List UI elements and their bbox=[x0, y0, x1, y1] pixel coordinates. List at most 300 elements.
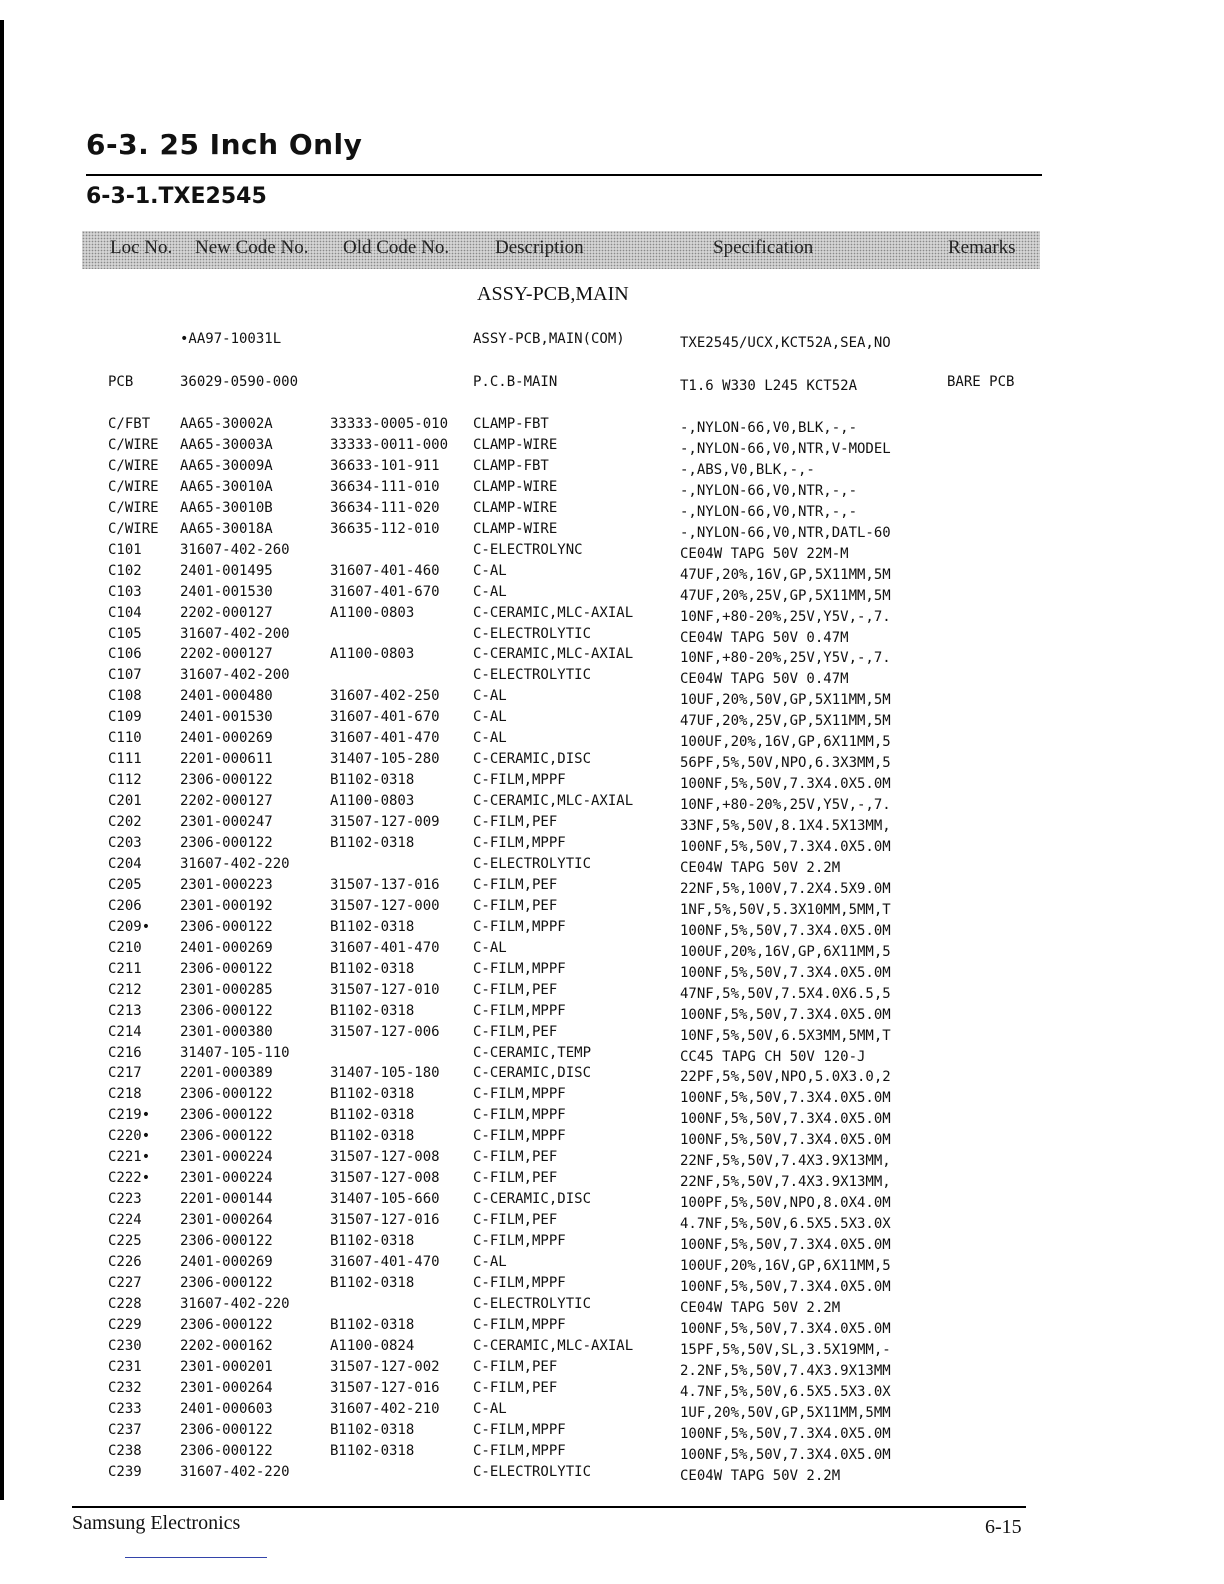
loc-cell: C223 bbox=[108, 1191, 142, 1208]
loc-cell: C/WIRE bbox=[108, 520, 159, 537]
specification-cell: -,NYLON-66,V0,NTR,-,- bbox=[680, 482, 858, 499]
table-row bbox=[0, 582, 1224, 602]
old-code-cell: B1102-0318 bbox=[330, 772, 415, 789]
old-code-cell: 31507-137-016 bbox=[330, 876, 440, 893]
specification-cell: 33NF,5%,50V,8.1X4.5X13MM, bbox=[680, 818, 891, 835]
description-cell: C-ELECTROLYTIC bbox=[473, 625, 592, 642]
description-cell: C-FILM,MPPF bbox=[473, 1086, 566, 1103]
specification-cell: 22NF,5%,100V,7.2X4.5X9.0M bbox=[680, 880, 891, 897]
description-cell: P.C.B-MAIN bbox=[473, 374, 558, 390]
old-code-cell: 36635-112-010 bbox=[330, 520, 440, 537]
old-code-cell: 36634-111-020 bbox=[330, 499, 440, 516]
new-code-cell: 2301-000285 bbox=[180, 981, 273, 998]
table-row bbox=[0, 1294, 1224, 1314]
specification-cell: 100NF,5%,50V,7.3X4.0X5.0M bbox=[680, 922, 891, 939]
new-code-cell: 2201-000389 bbox=[180, 1065, 273, 1082]
loc-cell: C108 bbox=[108, 688, 142, 705]
loc-cell: C111 bbox=[108, 751, 142, 768]
loc-cell: C/WIRE bbox=[108, 436, 159, 453]
description-cell: C-FILM,MPPF bbox=[473, 1107, 566, 1124]
loc-cell: C201 bbox=[108, 793, 142, 810]
new-code-cell: 2306-000122 bbox=[180, 1316, 273, 1333]
specification-cell: 10NF,5%,50V,6.5X3MM,5MM,T bbox=[680, 1027, 891, 1044]
description-cell: C-CERAMIC,DISC bbox=[473, 1191, 592, 1208]
new-code-cell: 2306-000122 bbox=[180, 1107, 273, 1124]
new-code-cell: 2306-000122 bbox=[180, 918, 273, 935]
table-row bbox=[0, 854, 1224, 874]
description-cell: C-FILM,PEF bbox=[473, 1358, 558, 1375]
table-row bbox=[0, 1001, 1224, 1021]
specification-cell: 100NF,5%,50V,7.3X4.0X5.0M bbox=[680, 1132, 891, 1149]
table-row bbox=[0, 1022, 1224, 1042]
specification-cell: 22NF,5%,50V,7.4X3.9X13MM, bbox=[680, 1174, 891, 1191]
description-cell: C-FILM,PEF bbox=[473, 814, 558, 831]
description-cell: C-AL bbox=[473, 1254, 507, 1270]
old-code-cell: 31607-401-470 bbox=[330, 939, 440, 956]
specification-cell: 10UF,20%,50V,GP,5X11MM,5M bbox=[680, 692, 891, 709]
new-code-cell: AA65-30002A bbox=[180, 416, 273, 432]
old-code-cell: B1102-0318 bbox=[330, 1002, 415, 1019]
description-cell: C-CERAMIC,TEMP bbox=[473, 1044, 592, 1061]
new-code-cell: 2306-000122 bbox=[180, 1442, 273, 1459]
description-cell: C-ELECTROLYTIC bbox=[473, 1295, 592, 1312]
new-code-cell: 2202-000127 bbox=[180, 793, 273, 810]
new-code-cell: 31607-402-200 bbox=[180, 667, 290, 684]
description-cell: C-FILM,PEF bbox=[473, 981, 558, 998]
loc-cell: C/WIRE bbox=[108, 499, 159, 516]
old-code-cell: B1102-0318 bbox=[330, 1086, 415, 1103]
table-row bbox=[0, 519, 1224, 539]
loc-cell: C206 bbox=[108, 897, 142, 914]
specification-cell: 4.7NF,5%,50V,6.5X5.5X3.0X bbox=[680, 1216, 891, 1233]
description-cell: C-FILM,MPPF bbox=[473, 1316, 566, 1333]
specification-cell: -,NYLON-66,V0,BLK,-,- bbox=[680, 420, 858, 436]
specification-cell: 47UF,20%,25V,GP,5X11MM,5M bbox=[680, 713, 891, 730]
specification-cell: 100PF,5%,50V,NPO,8.0X4.0M bbox=[680, 1195, 891, 1212]
loc-cell: C214 bbox=[108, 1023, 142, 1040]
specification-cell: 10NF,+80-20%,25V,Y5V,-,7. bbox=[680, 797, 891, 814]
new-code-cell: 2201-000144 bbox=[180, 1191, 273, 1208]
specification-cell: 100NF,5%,50V,7.3X4.0X5.0M bbox=[680, 1446, 891, 1463]
table-row bbox=[0, 603, 1224, 623]
specification-cell: 100UF,20%,16V,GP,6X11MM,5 bbox=[680, 1258, 891, 1274]
table-row bbox=[0, 1315, 1224, 1335]
loc-cell: C216 bbox=[108, 1044, 142, 1061]
specification-cell: 22PF,5%,50V,NPO,5.0X3.0,2 bbox=[680, 1069, 891, 1086]
description-cell: C-CERAMIC,DISC bbox=[473, 1065, 592, 1082]
page-title: 6-3. 25 Inch Only bbox=[86, 128, 363, 161]
old-code-cell: 31507-127-008 bbox=[330, 1170, 440, 1187]
table-row bbox=[0, 1126, 1224, 1149]
new-code-cell: 31607-402-220 bbox=[180, 1295, 290, 1312]
table-row bbox=[0, 665, 1224, 688]
old-code-cell: A1100-0803 bbox=[330, 793, 415, 810]
loc-cell: C225 bbox=[108, 1233, 142, 1250]
remarks-cell: BARE PCB bbox=[947, 374, 1015, 390]
new-code-cell: 2306-000122 bbox=[180, 1274, 273, 1291]
table-row bbox=[0, 917, 1224, 937]
table-row bbox=[0, 1252, 1224, 1272]
table-row bbox=[0, 770, 1224, 793]
old-code-cell: 31507-127-016 bbox=[330, 1379, 440, 1396]
loc-cell: C232 bbox=[108, 1379, 142, 1396]
loc-cell: PCB bbox=[108, 374, 134, 390]
new-code-cell: 31607-402-260 bbox=[180, 541, 290, 558]
loc-cell: C106 bbox=[108, 646, 142, 663]
description-cell: C-FILM,MPPF bbox=[473, 1274, 566, 1291]
new-code-cell: 2401-000269 bbox=[180, 1254, 273, 1270]
header-remarks: Remarks bbox=[948, 237, 1016, 258]
specification-cell: 1UF,20%,50V,GP,5X11MM,5MM bbox=[680, 1404, 891, 1421]
specification-cell: 2.2NF,5%,50V,7.4X3.9X13MM bbox=[680, 1362, 891, 1379]
loc-cell: C103 bbox=[108, 583, 142, 600]
description-cell: C-ELECTROLYTIC bbox=[473, 667, 592, 684]
loc-cell: C/FBT bbox=[108, 416, 151, 432]
new-code-cell: 2401-001530 bbox=[180, 709, 273, 726]
specification-cell: CE04W TAPG 50V 2.2M bbox=[680, 1467, 841, 1484]
loc-cell: C209• bbox=[108, 918, 151, 935]
table-row bbox=[0, 938, 1224, 958]
old-code-cell: 31507-127-016 bbox=[330, 1212, 440, 1229]
specification-cell: CE04W TAPG 50V 0.47M bbox=[680, 629, 849, 646]
specification-cell: 100UF,20%,16V,GP,6X11MM,5 bbox=[680, 943, 891, 960]
footer-link-line bbox=[125, 1557, 267, 1558]
description-cell: C-FILM,PEF bbox=[473, 1212, 558, 1229]
loc-cell: C202 bbox=[108, 814, 142, 831]
new-code-cell: AA65-30003A bbox=[180, 436, 273, 453]
table-row bbox=[0, 456, 1224, 476]
table-row bbox=[0, 1043, 1224, 1063]
new-code-cell: 2301-000201 bbox=[180, 1358, 273, 1375]
table-row bbox=[0, 875, 1224, 895]
loc-cell: C221• bbox=[108, 1149, 151, 1166]
description-cell: C-FILM,MPPF bbox=[473, 1233, 566, 1250]
loc-cell: C110 bbox=[108, 730, 142, 747]
loc-cell: C104 bbox=[108, 604, 142, 621]
loc-cell: C210 bbox=[108, 939, 142, 956]
loc-cell: C229 bbox=[108, 1316, 142, 1333]
table-row bbox=[0, 791, 1224, 814]
description-cell: C-AL bbox=[473, 583, 507, 600]
old-code-cell: A1100-0803 bbox=[330, 646, 415, 663]
specification-cell: 10NF,+80-20%,25V,Y5V,-,7. bbox=[680, 608, 891, 625]
specification-cell: TXE2545/UCX,KCT52A,SEA,NO bbox=[680, 335, 891, 351]
old-code-cell: B1102-0318 bbox=[330, 1128, 415, 1145]
table-row bbox=[0, 728, 1224, 751]
old-code-cell: B1102-0318 bbox=[330, 1421, 415, 1438]
new-code-cell: AA65-30010B bbox=[180, 499, 273, 516]
old-code-cell: B1102-0318 bbox=[330, 1274, 415, 1291]
footer-company: Samsung Electronics bbox=[72, 1512, 241, 1534]
specification-cell: 1NF,5%,50V,5.3X10MM,5MM,T bbox=[680, 901, 891, 918]
loc-cell: C/WIRE bbox=[108, 478, 159, 495]
loc-cell: C220• bbox=[108, 1128, 151, 1145]
loc-cell: C217 bbox=[108, 1065, 142, 1082]
new-code-cell: 2306-000122 bbox=[180, 1002, 273, 1019]
description-cell: C-AL bbox=[473, 1400, 507, 1417]
description-cell: C-CERAMIC,MLC-AXIAL bbox=[473, 793, 634, 810]
specification-cell: 100NF,5%,50V,7.3X4.0X5.0M bbox=[680, 964, 891, 981]
loc-cell: C205 bbox=[108, 876, 142, 893]
table-row bbox=[0, 561, 1224, 581]
old-code-cell: 31607-401-670 bbox=[330, 583, 440, 600]
description-cell: CLAMP-WIRE bbox=[473, 478, 558, 495]
new-code-cell: 2301-000224 bbox=[180, 1149, 273, 1166]
description-cell: CLAMP-WIRE bbox=[473, 520, 558, 537]
new-code-cell: 2202-000127 bbox=[180, 646, 273, 663]
table-row bbox=[0, 833, 1224, 853]
loc-cell: C219• bbox=[108, 1107, 151, 1124]
new-code-cell: 2401-000480 bbox=[180, 688, 273, 705]
specification-cell: -,NYLON-66,V0,NTR,-,- bbox=[680, 503, 858, 520]
table-row bbox=[0, 812, 1224, 835]
table-row bbox=[0, 1189, 1224, 1212]
table-row bbox=[0, 749, 1224, 772]
old-code-cell: A1100-0824 bbox=[330, 1337, 415, 1354]
specification-cell: 100NF,5%,50V,7.3X4.0X5.0M bbox=[680, 1278, 891, 1295]
loc-cell: C233 bbox=[108, 1400, 142, 1417]
table-row bbox=[0, 1210, 1224, 1233]
new-code-cell: 2306-000122 bbox=[180, 1421, 273, 1438]
old-code-cell: 31407-105-180 bbox=[330, 1065, 440, 1082]
table-row bbox=[0, 1231, 1224, 1254]
table-row bbox=[0, 1084, 1224, 1107]
loc-cell: C112 bbox=[108, 772, 142, 789]
specification-cell: 100UF,20%,16V,GP,6X11MM,5 bbox=[680, 734, 891, 751]
specification-cell: -,NYLON-66,V0,NTR,DATL-60 bbox=[680, 524, 891, 541]
table-row bbox=[0, 414, 1224, 434]
description-cell: C-CERAMIC,MLC-AXIAL bbox=[473, 646, 634, 663]
old-code-cell: B1102-0318 bbox=[330, 835, 415, 851]
description-cell: C-CERAMIC,MLC-AXIAL bbox=[473, 604, 634, 621]
section-title: ASSY-PCB,MAIN bbox=[477, 283, 629, 305]
new-code-cell: 2306-000122 bbox=[180, 835, 273, 851]
description-cell: C-ELECTROLYTIC bbox=[473, 1463, 592, 1480]
loc-cell: C231 bbox=[108, 1358, 142, 1375]
table-row bbox=[0, 1441, 1224, 1461]
specification-cell: -,NYLON-66,V0,NTR,V-MODEL bbox=[680, 440, 891, 457]
new-code-cell: 2401-000603 bbox=[180, 1400, 273, 1417]
description-cell: C-FILM,PEF bbox=[473, 897, 558, 914]
old-code-cell: B1102-0318 bbox=[330, 1107, 415, 1124]
old-code-cell: 31607-402-210 bbox=[330, 1400, 440, 1417]
table-row bbox=[0, 644, 1224, 667]
new-code-cell: 31607-402-220 bbox=[180, 1463, 290, 1480]
old-code-cell: 31507-127-002 bbox=[330, 1358, 440, 1375]
model-subtitle: 6-3-1.TXE2545 bbox=[86, 184, 267, 209]
table-row bbox=[0, 1336, 1224, 1356]
description-cell: ASSY-PCB,MAIN(COM) bbox=[473, 331, 625, 347]
description-cell: C-ELECTROLYTIC bbox=[473, 855, 592, 872]
specification-cell: 100NF,5%,50V,7.3X4.0X5.0M bbox=[680, 1425, 891, 1442]
table-row bbox=[0, 1357, 1224, 1377]
table-row bbox=[0, 707, 1224, 730]
loc-cell: C101 bbox=[108, 541, 142, 558]
loc-cell: C204 bbox=[108, 855, 142, 872]
new-code-cell: 2301-000264 bbox=[180, 1379, 273, 1396]
old-code-cell: B1102-0318 bbox=[330, 1316, 415, 1333]
specification-cell: 47UF,20%,16V,GP,5X11MM,5M bbox=[680, 566, 891, 583]
description-cell: C-FILM,MPPF bbox=[473, 835, 566, 851]
old-code-cell: 33333-0005-010 bbox=[330, 416, 449, 432]
table-row bbox=[0, 1399, 1224, 1419]
specification-cell: CC45 TAPG CH 50V 120-J bbox=[680, 1048, 866, 1065]
table-row bbox=[0, 1105, 1224, 1128]
description-cell: C-FILM,PEF bbox=[473, 1023, 558, 1040]
new-code-cell: AA65-30010A bbox=[180, 478, 273, 495]
description-cell: C-FILM,PEF bbox=[473, 1149, 558, 1166]
description-cell: CLAMP-FBT bbox=[473, 457, 549, 474]
specification-cell: 47NF,5%,50V,7.5X4.0X6.5,5 bbox=[680, 985, 891, 1002]
specification-cell: 10NF,+80-20%,25V,Y5V,-,7. bbox=[680, 650, 891, 667]
loc-cell: C227 bbox=[108, 1274, 142, 1291]
loc-cell: C212 bbox=[108, 981, 142, 998]
old-code-cell: 31607-402-250 bbox=[330, 688, 440, 705]
new-code-cell: 31607-402-200 bbox=[180, 625, 290, 642]
loc-cell: C109 bbox=[108, 709, 142, 726]
header-new-code-no: New Code No. bbox=[195, 237, 309, 258]
table-row bbox=[0, 435, 1224, 455]
description-cell: C-CERAMIC,MLC-AXIAL bbox=[473, 1337, 634, 1354]
new-code-cell: 2306-000122 bbox=[180, 1086, 273, 1103]
table-row bbox=[0, 477, 1224, 497]
specification-cell: CE04W TAPG 50V 0.47M bbox=[680, 671, 849, 688]
loc-cell: C228 bbox=[108, 1295, 142, 1312]
description-cell: C-FILM,MPPF bbox=[473, 918, 566, 935]
description-cell: C-AL bbox=[473, 939, 507, 956]
new-code-cell: 2306-000122 bbox=[180, 960, 273, 977]
old-code-cell: 31407-105-660 bbox=[330, 1191, 440, 1208]
old-code-cell: B1102-0318 bbox=[330, 960, 415, 977]
loc-cell: C237 bbox=[108, 1421, 142, 1438]
table-row bbox=[0, 1420, 1224, 1440]
description-cell: C-FILM,PEF bbox=[473, 876, 558, 893]
table-row bbox=[0, 686, 1224, 709]
new-code-cell: 2301-000380 bbox=[180, 1023, 273, 1040]
new-code-cell: 2301-000192 bbox=[180, 897, 273, 914]
table-row bbox=[0, 1273, 1224, 1293]
description-cell: CLAMP-WIRE bbox=[473, 436, 558, 453]
header-specification: Specification bbox=[713, 237, 814, 258]
description-cell: C-AL bbox=[473, 709, 507, 726]
old-code-cell: 31607-401-460 bbox=[330, 562, 440, 579]
table-row bbox=[0, 1063, 1224, 1086]
new-code-cell: 31607-402-220 bbox=[180, 855, 290, 872]
old-code-cell: 36634-111-010 bbox=[330, 478, 440, 495]
old-code-cell: B1102-0318 bbox=[330, 918, 415, 935]
old-code-cell: B1102-0318 bbox=[330, 1442, 415, 1459]
title-rule bbox=[86, 174, 1042, 176]
loc-cell: C239 bbox=[108, 1463, 142, 1480]
specification-cell: 100NF,5%,50V,7.3X4.0X5.0M bbox=[680, 1090, 891, 1107]
footer-rule bbox=[72, 1506, 1026, 1508]
specification-cell: 100NF,5%,50V,7.3X4.0X5.0M bbox=[680, 1237, 891, 1254]
old-code-cell: 31507-127-006 bbox=[330, 1023, 440, 1040]
old-code-cell: B1102-0318 bbox=[330, 1233, 415, 1250]
new-code-cell: 2306-000122 bbox=[180, 772, 273, 789]
description-cell: C-FILM,MPPF bbox=[473, 1002, 566, 1019]
description-cell: C-FILM,MPPF bbox=[473, 1442, 566, 1459]
loc-cell: C230 bbox=[108, 1337, 142, 1354]
old-code-cell: 31607-401-670 bbox=[330, 709, 440, 726]
specification-cell: 100NF,5%,50V,7.3X4.0X5.0M bbox=[680, 776, 891, 793]
new-code-cell: 2202-000127 bbox=[180, 604, 273, 621]
table-row bbox=[0, 540, 1224, 560]
specification-cell: CE04W TAPG 50V 22M-M bbox=[680, 545, 849, 562]
column-header-bar bbox=[82, 231, 1040, 269]
description-cell: C-FILM,MPPF bbox=[473, 1128, 566, 1145]
loc-cell: C105 bbox=[108, 625, 142, 642]
new-code-cell: 2401-001495 bbox=[180, 562, 273, 579]
new-code-cell: 2202-000162 bbox=[180, 1337, 273, 1354]
loc-cell: C211 bbox=[108, 960, 142, 977]
specification-cell: 100NF,5%,50V,7.3X4.0X5.0M bbox=[680, 1006, 891, 1023]
new-code-cell: 36029-0590-000 bbox=[180, 374, 299, 390]
table-row bbox=[0, 372, 1224, 392]
new-code-cell: 2301-000247 bbox=[180, 814, 273, 831]
new-code-cell: 31407-105-110 bbox=[180, 1044, 290, 1061]
new-code-cell: 2301-000223 bbox=[180, 876, 273, 893]
new-code-cell: 2306-000122 bbox=[180, 1128, 273, 1145]
table-row bbox=[0, 1378, 1224, 1398]
description-cell: C-FILM,PEF bbox=[473, 1170, 558, 1187]
old-code-cell: 31507-127-008 bbox=[330, 1149, 440, 1166]
table-row bbox=[0, 624, 1224, 644]
specification-cell: T1.6 W330 L245 KCT52A bbox=[680, 378, 858, 394]
description-cell: C-FILM,MPPF bbox=[473, 960, 566, 977]
specification-cell: 22NF,5%,50V,7.4X3.9X13MM, bbox=[680, 1153, 891, 1170]
table-row bbox=[0, 980, 1224, 1000]
new-code-cell: •AA97-10031L bbox=[180, 331, 282, 347]
loc-cell: C107 bbox=[108, 667, 142, 684]
description-cell: C-CERAMIC,DISC bbox=[473, 751, 592, 768]
table-row bbox=[0, 498, 1224, 518]
header-loc-no: Loc No. bbox=[110, 237, 173, 258]
specification-cell: 15PF,5%,50V,SL,3.5X19MM,- bbox=[680, 1341, 891, 1358]
header-old-code-no: Old Code No. bbox=[343, 237, 450, 258]
description-cell: C-AL bbox=[473, 688, 507, 705]
description-cell: C-AL bbox=[473, 730, 507, 747]
new-code-cell: 2401-000269 bbox=[180, 730, 273, 747]
old-code-cell: 31607-401-470 bbox=[330, 1254, 440, 1270]
old-code-cell: 31507-127-010 bbox=[330, 981, 440, 998]
loc-cell: C224 bbox=[108, 1212, 142, 1229]
old-code-cell: 31507-127-000 bbox=[330, 897, 440, 914]
specification-cell: 56PF,5%,50V,NPO,6.3X3MM,5 bbox=[680, 755, 891, 772]
header-description: Description bbox=[495, 237, 584, 258]
description-cell: C-ELECTROLYNC bbox=[473, 541, 583, 558]
loc-cell: C/WIRE bbox=[108, 457, 159, 474]
loc-cell: C213 bbox=[108, 1002, 142, 1019]
specification-cell: 100NF,5%,50V,7.3X4.0X5.0M bbox=[680, 1320, 891, 1337]
description-cell: C-FILM,PEF bbox=[473, 1379, 558, 1396]
old-code-cell: A1100-0803 bbox=[330, 604, 415, 621]
old-code-cell: 31607-401-470 bbox=[330, 730, 440, 747]
specification-cell: 47UF,20%,25V,GP,5X11MM,5M bbox=[680, 587, 891, 604]
page-number: 6-15 bbox=[985, 1516, 1022, 1538]
specification-cell: 100NF,5%,50V,7.3X4.0X5.0M bbox=[680, 1111, 891, 1128]
table-row bbox=[0, 959, 1224, 979]
table-row bbox=[0, 1462, 1224, 1482]
new-code-cell: AA65-30018A bbox=[180, 520, 273, 537]
old-code-cell: 36633-101-911 bbox=[330, 457, 440, 474]
loc-cell: C102 bbox=[108, 562, 142, 579]
description-cell: CLAMP-FBT bbox=[473, 416, 549, 432]
new-code-cell: 2201-000611 bbox=[180, 751, 273, 768]
new-code-cell: 2401-001530 bbox=[180, 583, 273, 600]
description-cell: C-FILM,MPPF bbox=[473, 1421, 566, 1438]
description-cell: C-FILM,MPPF bbox=[473, 772, 566, 789]
